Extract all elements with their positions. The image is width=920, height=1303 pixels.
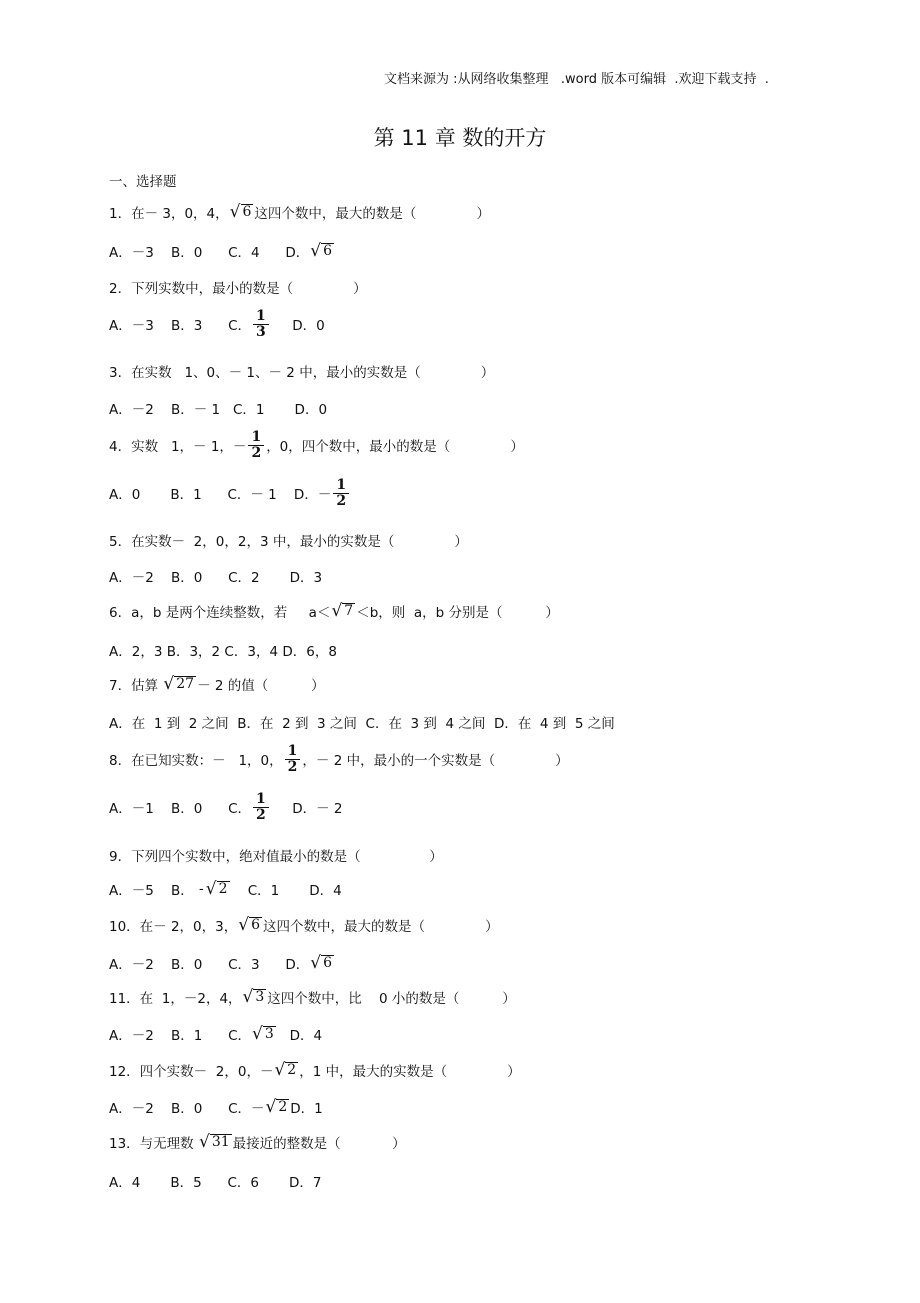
question-text: 这四个数中，最大的数是（ ） bbox=[254, 206, 490, 222]
sqrt-expression bbox=[252, 1023, 276, 1044]
radicand: 2 bbox=[218, 880, 228, 897]
options-text: A．－1 B．0 C． bbox=[109, 801, 252, 818]
sqrt-expression bbox=[265, 1096, 290, 1117]
radicand: 3 bbox=[264, 1025, 274, 1042]
section-heading: 一、选择题 bbox=[109, 174, 177, 190]
radical-sign: √ bbox=[331, 600, 343, 621]
answer-options-2 bbox=[109, 309, 325, 339]
fraction bbox=[248, 430, 264, 460]
question-text: ，0，四个数中，最小的数是（ ） bbox=[266, 439, 524, 456]
radicand: 6 bbox=[251, 916, 261, 933]
question-text: － 2 的值（ ） bbox=[197, 678, 325, 694]
answer-options-3 bbox=[109, 398, 327, 418]
options-text: D．－ 2 bbox=[270, 801, 343, 818]
question-text: 11．在 1，－2，4， bbox=[109, 991, 242, 1007]
numerator: 1 bbox=[256, 308, 266, 324]
minus-sign: - bbox=[199, 881, 204, 897]
answer-options-5 bbox=[109, 566, 322, 586]
denominator: 2 bbox=[253, 807, 269, 823]
sqrt-expression bbox=[310, 952, 334, 973]
answer-options-6 bbox=[109, 640, 337, 660]
question-1 bbox=[109, 202, 490, 222]
numerator: 1 bbox=[251, 429, 262, 445]
sqrt-expression bbox=[198, 1131, 232, 1152]
options-text: A．－5 B． bbox=[109, 883, 199, 899]
question-text: 6．a，b 是两个连续整数，若 a＜ bbox=[109, 605, 331, 621]
options-text: D．1 bbox=[290, 1101, 323, 1117]
fraction bbox=[333, 478, 349, 508]
answer-options-10 bbox=[109, 953, 335, 973]
sqrt-expression bbox=[229, 201, 254, 222]
answer-options-8 bbox=[109, 792, 343, 822]
page-title: 第 11 章 数的开方 bbox=[373, 126, 547, 150]
question-text: 5．在实数－ 2，0，2，3 中，最小的实数是（ ） bbox=[109, 534, 468, 550]
radical-sign: √ bbox=[205, 878, 217, 899]
options-text: A．2，3 B．3，2 C．3，4 D．6，8 bbox=[109, 644, 337, 660]
options-text: A．－2 B．0 C．2 D．3 bbox=[109, 570, 323, 586]
radicand: 31 bbox=[211, 1133, 230, 1150]
options-text: A．0 B．1 C．－ 1 D．－ bbox=[109, 487, 332, 504]
question-5 bbox=[109, 530, 468, 550]
answer-options-7 bbox=[109, 712, 615, 732]
radicand: 6 bbox=[323, 242, 333, 259]
radicand: 6 bbox=[323, 954, 333, 971]
question-text: 4．实数 1，－ 1，－ bbox=[109, 439, 247, 456]
question-10 bbox=[109, 915, 499, 935]
radicand: 3 bbox=[255, 988, 265, 1005]
question-13 bbox=[109, 1132, 406, 1152]
numerator: 1 bbox=[256, 791, 266, 807]
question-text: 这四个数中，最大的数是（ ） bbox=[263, 919, 499, 935]
sqrt-expression bbox=[242, 986, 267, 1007]
question-text: ，－ 2 中，最小的一个实数是（ ） bbox=[302, 753, 569, 770]
question-12 bbox=[109, 1060, 521, 1080]
options-text: C．1 D．4 bbox=[230, 883, 342, 899]
answer-options-9 bbox=[109, 879, 342, 899]
radical-sign: √ bbox=[229, 201, 241, 222]
question-text: 13．与无理数 bbox=[109, 1136, 198, 1152]
neg-sqrt-expression bbox=[199, 878, 230, 899]
options-text: A．－2 B．1 C． bbox=[109, 1028, 252, 1044]
options-text: D．0 bbox=[270, 318, 325, 335]
question-7 bbox=[109, 674, 325, 694]
options-text: A．－3 B．3 C． bbox=[109, 318, 252, 335]
question-text: 1．在－ 3，0，4， bbox=[109, 206, 229, 222]
question-text: 2．下列实数中，最小的数是（ ） bbox=[109, 281, 367, 297]
answer-options-13 bbox=[109, 1171, 322, 1191]
fraction bbox=[285, 744, 301, 774]
radical-sign: √ bbox=[163, 673, 175, 694]
radical-sign: √ bbox=[238, 914, 250, 935]
question-text: 9．下列四个实数中，绝对值最小的数是（ ） bbox=[109, 849, 443, 865]
options-text: A．－3 B．0 C．4 D． bbox=[109, 245, 310, 261]
question-4 bbox=[109, 430, 524, 460]
radicand: 2 bbox=[278, 1098, 288, 1115]
question-text: 8．在已知实数：－ 1，0， bbox=[109, 753, 283, 770]
radical-sign: √ bbox=[310, 240, 322, 261]
options-text: A．在 1 到 2 之间 B．在 2 到 3 之间 C．在 3 到 4 之间 D．在 4 到 5 之间 bbox=[109, 716, 615, 732]
question-3 bbox=[109, 361, 494, 381]
question-text: 3．在实数 1、0、－ 1、－ 2 中，最小的实数是（ ） bbox=[109, 365, 495, 381]
denominator: 2 bbox=[248, 445, 264, 461]
numerator: 1 bbox=[287, 743, 298, 759]
radical-sign: √ bbox=[274, 1059, 286, 1080]
denominator: 2 bbox=[285, 759, 301, 775]
radical-sign: √ bbox=[252, 1023, 263, 1044]
radicand: 27 bbox=[176, 675, 195, 692]
answer-options-11 bbox=[109, 1024, 322, 1044]
answer-options-1 bbox=[109, 241, 335, 261]
fraction bbox=[253, 309, 269, 339]
question-text: 7．估算 bbox=[109, 678, 163, 694]
radicand: 6 bbox=[242, 203, 252, 220]
radicand: 7 bbox=[344, 602, 354, 619]
fraction bbox=[253, 792, 269, 822]
sqrt-expression bbox=[163, 673, 196, 694]
radical-sign: √ bbox=[310, 952, 322, 973]
options-text: A．－2 B．0 C．3 D． bbox=[109, 957, 310, 973]
radical-sign: √ bbox=[265, 1096, 277, 1117]
question-9 bbox=[109, 845, 443, 865]
question-8 bbox=[109, 744, 569, 774]
options-text: A．－2 B．0 C．－ bbox=[109, 1101, 265, 1117]
numerator: 1 bbox=[336, 477, 347, 493]
sqrt-expression bbox=[331, 600, 355, 621]
sqrt-expression bbox=[238, 914, 262, 935]
question-text: 10．在－ 2，0，3， bbox=[109, 919, 238, 935]
radical-sign: √ bbox=[242, 986, 254, 1007]
question-text: ，1 中，最大的实数是（ ） bbox=[299, 1064, 521, 1080]
sqrt-expression bbox=[274, 1059, 298, 1080]
question-text: 最接近的整数是（ ） bbox=[232, 1136, 406, 1152]
options-text: D．4 bbox=[276, 1028, 323, 1044]
question-text: 这四个数中，比 0 小的数是（ ） bbox=[267, 991, 516, 1007]
answer-options-12 bbox=[109, 1097, 323, 1117]
answer-options-4 bbox=[109, 478, 351, 508]
question-text: 12．四个实数－ 2，0，－ bbox=[109, 1064, 274, 1080]
radicand: 2 bbox=[287, 1061, 297, 1078]
question-text: ＜b，则 a，b 分别是（ ） bbox=[356, 605, 559, 621]
question-11 bbox=[109, 987, 516, 1007]
question-2 bbox=[109, 277, 367, 297]
denominator: 2 bbox=[333, 493, 349, 509]
page-header: 文档来源为 :从网络收集整理 .word 版本可编辑 .欢迎下载支持 . bbox=[384, 72, 769, 87]
options-text: A．4 B．5 C．6 D．7 bbox=[109, 1175, 322, 1191]
question-6 bbox=[109, 601, 559, 621]
sqrt-expression bbox=[310, 240, 334, 261]
options-text: A．－2 B．－ 1 C．1 D．0 bbox=[109, 402, 328, 418]
denominator: 3 bbox=[253, 324, 269, 340]
radical-sign: √ bbox=[198, 1131, 210, 1152]
